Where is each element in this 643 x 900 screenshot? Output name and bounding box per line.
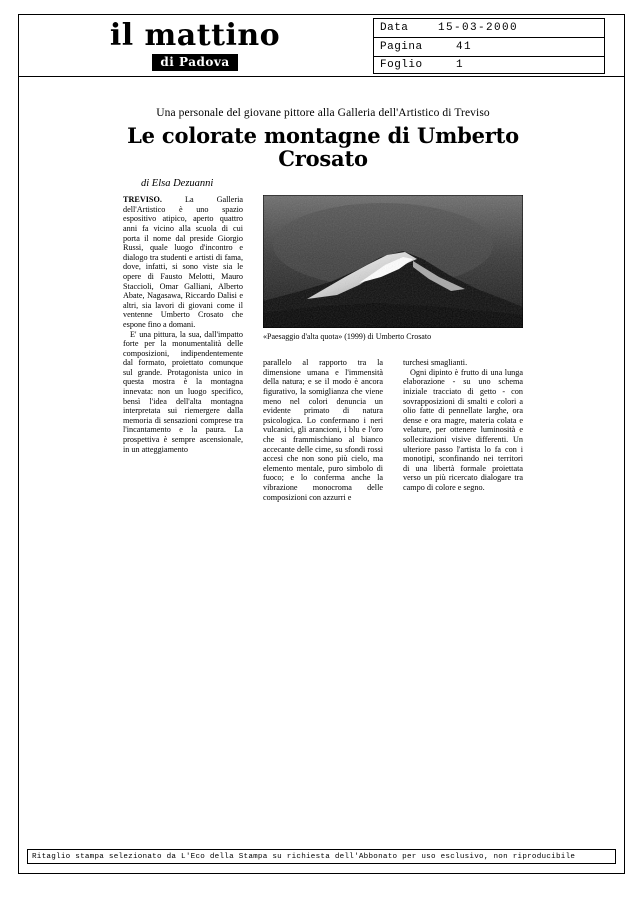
clipping-footer: Ritaglio stampa selezionato da L'Eco della Stampa su richiesta dell'Abbonato per uso esclusivo, non riproducibile	[27, 849, 616, 864]
photo-caption: «Paesaggio d'alta quota» (1999) di Umberto Crosato	[263, 332, 432, 342]
paragraph: parallelo al rapporto tra la dimensione umana e l'immensità della natura; e se il modo è ancora figurativo, la somiglianza che viene meno nel colori denuncia un evidente primato di natura psicologica. Lo confermano i neri vulcanici, gli arancioni, i blu e l'oro che si frammischiano al bianco accecante delle cime, su sfondi rossi accesi che non sono più cielo, ma elemento mentale, puro simbolo di fuoco; e lo conferma anche la vibrazione monocroma delle composizioni con azzurri e	[263, 358, 383, 502]
meta-row-foglio	[374, 56, 604, 74]
meta-label-data: Data	[380, 22, 409, 35]
logo-title: il mattino	[109, 18, 281, 53]
paragraph: turchesi smaglianti.	[403, 358, 468, 368]
masthead	[19, 15, 624, 77]
article-column-3	[403, 358, 523, 492]
newspaper-logo	[45, 18, 345, 71]
newspaper-clipping-page	[18, 14, 625, 874]
article-photo-block	[263, 195, 523, 342]
mountain-painting-photo	[263, 195, 523, 328]
article-kicker: Una personale del giovane pittore alla Galleria dell'Artistico di Treviso	[156, 107, 490, 119]
meta-label-pagina: Pagina	[380, 40, 423, 53]
paragraph: Ogni dipinto è frutto di una lunga elaborazione - su uno schema iniziale tracciato di getto - con sovrapposizioni di smalti e colori a olio fatte di pennellate larghe, ora dense e ora magre, materia colata e velature, per ottenere luminosità e sollecitazioni visive differenti. Un ulteriore passo l'artista lo fa con i monotipi, sconfinando nei territori di una libertà formale proiettata verso un più ricercato dialogare tra campo di colore e segno.	[403, 367, 523, 492]
paragraph: E' una pittura, la sua, dall'impatto forte per la monumentalità delle composizioni, indipendentemente dal formato, proiettato comunque sul grande. Protagonista unico in questa mostra è la montagna innevata: non un luogo specifico, bensì l'idea dell'alta montagna interpretata sui riemergere dalla memoria di sensazioni comprese tra l'incantamento e la paura. La prospettiva è sempre ascensionale, in un atteggiamento	[123, 329, 243, 454]
article-headline: Le colorate montagne di Umberto Crosato	[127, 123, 519, 172]
article-column-2	[263, 358, 383, 502]
clipping-meta-box	[373, 18, 605, 74]
article-column-1	[123, 195, 243, 454]
meta-row-data	[374, 19, 604, 37]
meta-row-pagina	[374, 37, 604, 55]
dateline: TREVISO.	[123, 195, 162, 205]
meta-value-pagina: 41	[456, 40, 473, 53]
meta-label-foglio: Foglio	[380, 59, 423, 72]
article-byline: di Elsa Dezuanni	[141, 178, 214, 190]
logo-subtitle: di Padova	[152, 54, 237, 71]
paragraph: TREVISO. La Galleria dell'Artistico è uno spazio espositivo atipico, aperto quattro anni fa vicino alla scuola di cui porta il nome dal preside Giorgio Russi, quale luogo d'incontro e dialogo tra studenti e artisti di fama, dove, infatti, si sono viste sia le opere di Fausto Melotti, Mauro Staccioli, Omar Galliani, Alberto Abate, Nagasawa, Riccardo Dalisi e altri, sia lavori di giovani come il ventenne Umberto Crosato che espone fino a domani.	[123, 195, 243, 329]
article	[123, 107, 523, 502]
meta-value-foglio: 1	[456, 59, 465, 72]
meta-value-data: 15-03-2000	[438, 22, 519, 35]
